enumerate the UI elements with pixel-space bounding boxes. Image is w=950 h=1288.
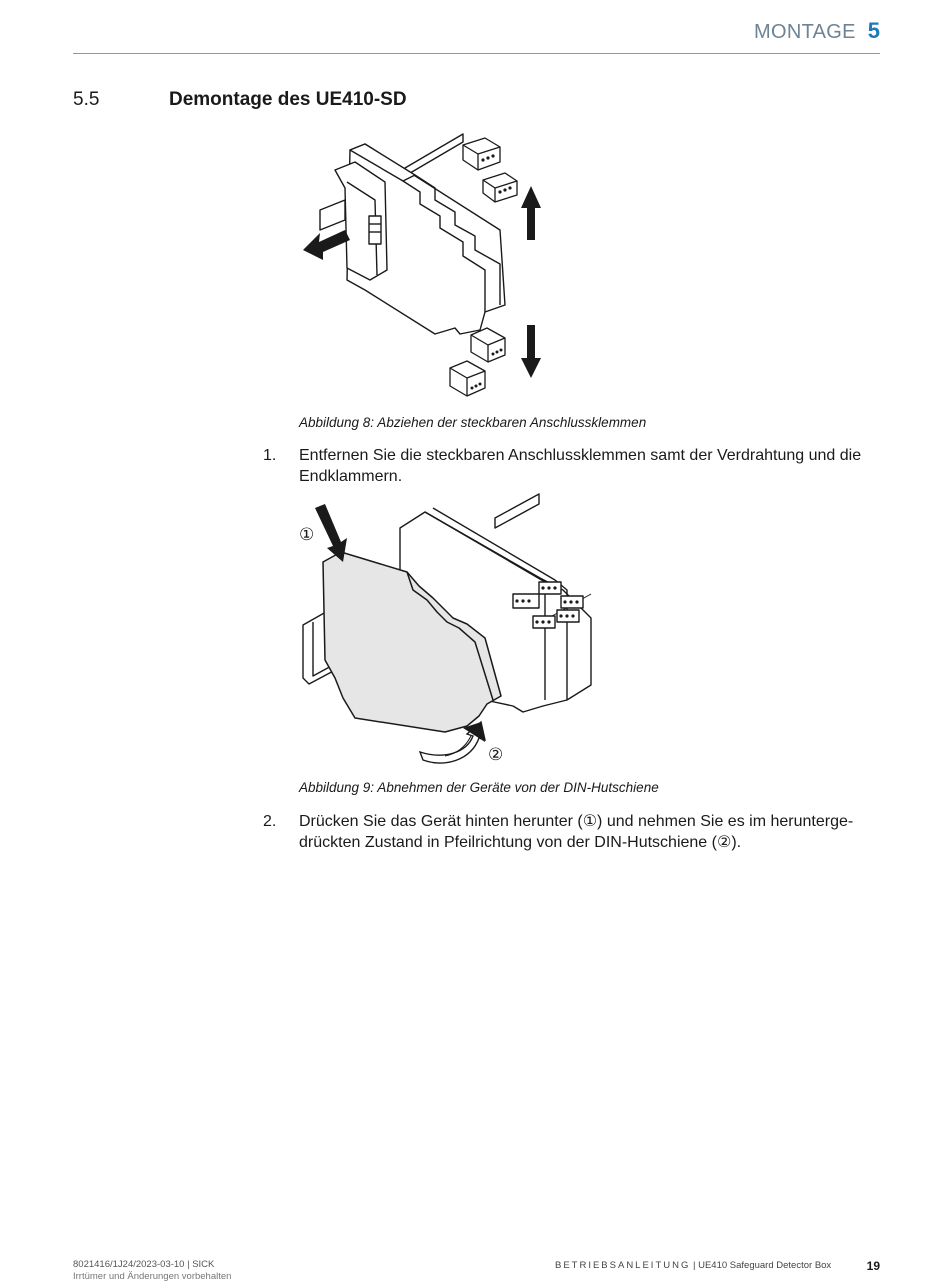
footer-left — [73, 1259, 231, 1283]
page-number: 19 — [866, 1259, 880, 1273]
step-2 — [263, 811, 863, 855]
footer-doc-ref: 8021416/1J24/2023-03-10 | SICK — [73, 1259, 215, 1270]
chapter-number: 5 — [867, 18, 880, 43]
figure-8-illustration — [295, 130, 555, 408]
callout-1: ① — [299, 525, 315, 545]
step-1-text: Entfernen Sie die steckbaren Anschlussklemmen samt der Verdrahtung und die Endklammern. — [299, 447, 862, 485]
step-1 — [263, 445, 863, 489]
figure-9-caption: Abbildung 9: Abnehmen der Geräte von der DIN-Hutschiene — [299, 780, 659, 795]
pull-left-arrow — [303, 230, 350, 260]
section-title: Demontage des UE410-SD — [169, 89, 407, 110]
figure-8-caption: Abbildung 8: Abziehen der steckbaren Anschlussklemmen — [299, 415, 647, 430]
footer-center — [555, 1260, 831, 1271]
chapter-name: MONTAGE — [754, 21, 856, 43]
pull-down-arrow — [521, 325, 541, 378]
footer-product: | UE410 Safeguard Detector Box — [693, 1260, 832, 1271]
footer-doc-type: BETRIEBSANLEITUNG — [555, 1260, 691, 1271]
page-header — [754, 18, 880, 44]
header-rule — [73, 53, 880, 54]
figure-9-illustration — [295, 490, 605, 775]
press-down-arrow — [315, 504, 347, 562]
footer-disclaimer: Irrtümer und Änderungen vorbehalten — [73, 1271, 232, 1282]
pull-up-arrow — [521, 186, 541, 240]
step-2-number: 2. — [263, 813, 277, 830]
step-1-number: 1. — [263, 447, 277, 464]
section-number: 5.5 — [73, 89, 100, 110]
callout-2: ② — [488, 745, 504, 765]
step-2-text: Drücken Sie das Gerät hinten herunter (①) und nehmen Sie es im heruntergedrückten Zustand in Pfeilrichtung von der DIN-Hutschiene (②). — [299, 813, 854, 851]
